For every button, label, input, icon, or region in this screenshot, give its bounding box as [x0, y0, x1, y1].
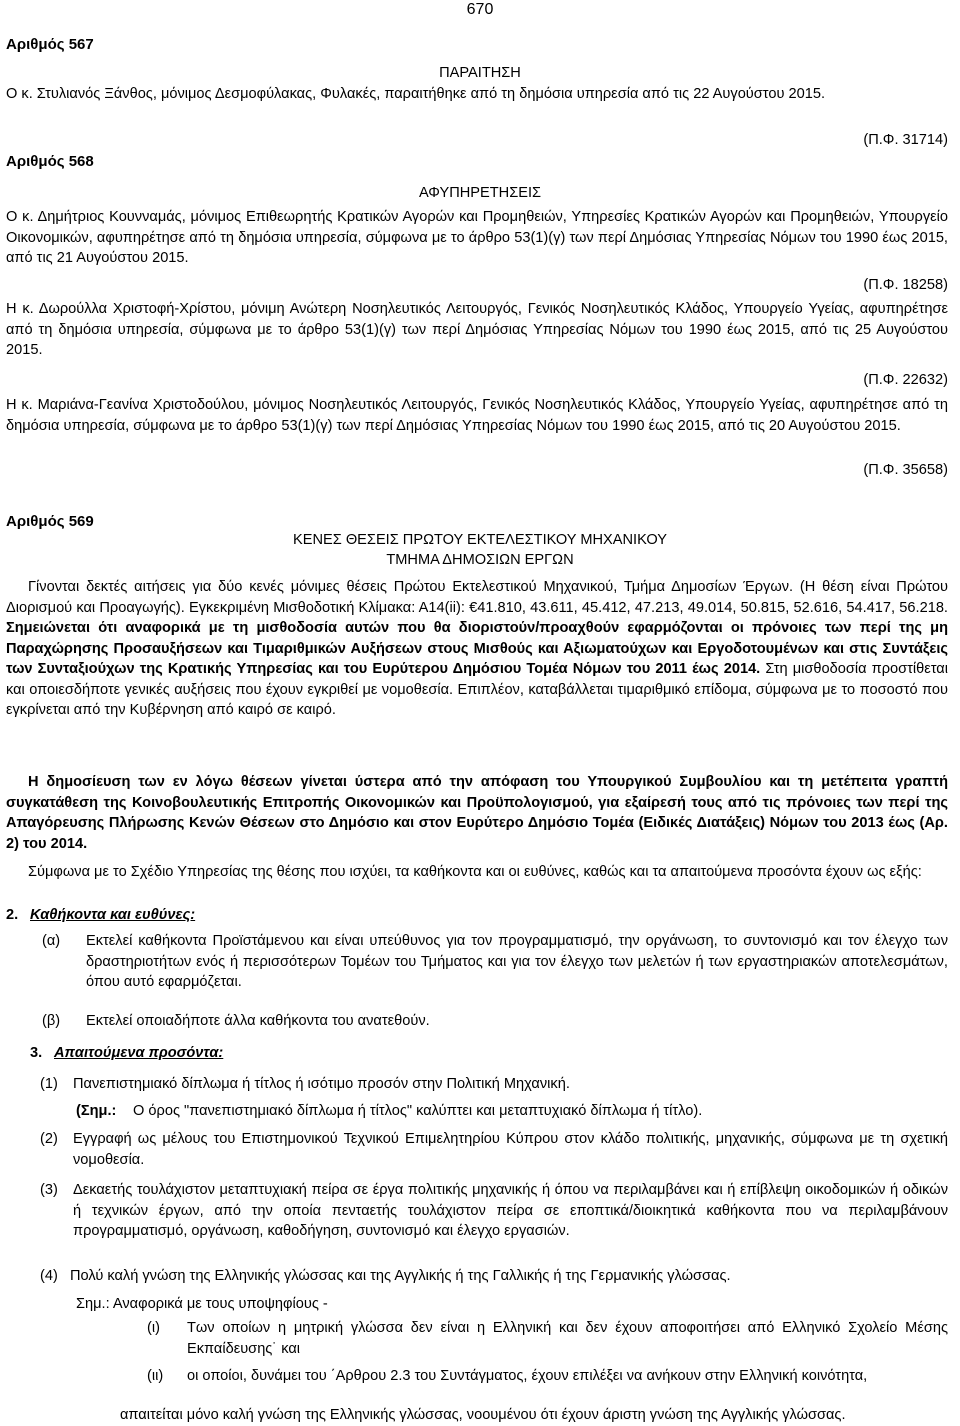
note-1-text: Ο όρος "πανεπιστημιακό δίπλωμα ή τίτλος" καλύπτει και μεταπτυχιακό δίπλωμα ή τίτλο). — [133, 1103, 703, 1119]
sub-item-1-text: Των οποίων η μητρική γλώσσα δεν είναι η Ελληνική και δεν έχουν αποφοιτήσει από Ελληνικό Σχολείο Μέσης Εκπαίδευσης˙ και — [187, 1320, 948, 1357]
sub-item-2-label: (ιι) — [147, 1368, 164, 1384]
notice-569-paragraph-3: Σύμφωνα με το Σχέδιο Υπηρεσίας της θέσης που ισχύει, τα καθήκοντα και οι ευθύνες, καθώς και τα απαιτούμενα προσόντα έχουν ως εξής: — [28, 864, 922, 880]
notice-569-paragraph-1 — [6, 577, 948, 721]
salary-note-bold: Σημειώνεται ότι αναφορικά με τη μισθοδοσία αυτών που θα διοριστούν/προαχθούν εφαρμόζονται οι πρόνοιες των περί της μη Παραχώρησης Προσαυξήσεων και Τιμαριθμικών Αυξήσεων στους Μισθούς και Αξιωματούχων και Εργοδοτουμένων και στις Συντάξεις των Συνταξιούχων της Κρατικής Υπηρεσίας και του Ευρύτερου Δημόσιου Τομέα Νόμων του 2011 έως 2014. — [6, 620, 948, 677]
notice-567-text: Ο κ. Στυλιανός Ξάνθος, μόνιμος Δεσμοφύλακας, Φυλακές, παραιτήθηκε από τη δημόσια υπηρεσία από τις 22 Αυγούστου 2015. — [6, 86, 826, 102]
qualification-4-text: Πολύ καλή γνώση της Ελληνικής γλώσσας και της Αγγλικής ή της Γαλλικής ή της Γερμανικής γλώσσας. — [70, 1268, 731, 1284]
section-3-title: Απαιτούμενα προσόντα: — [54, 1045, 224, 1061]
notice-568-ref-1: (Π.Φ. 18258) — [863, 277, 948, 293]
duty-b-label: (β) — [42, 1013, 61, 1029]
notice-568-number: Αριθμός 568 — [6, 153, 94, 170]
notice-569-heading-1: ΚΕΝΕΣ ΘΕΣΕΙΣ ΠΡΩΤΟΥ ΕΚΤΕΛΕΣΤΙΚΟΥ ΜΗΧΑΝΙΚΟΥ — [293, 532, 667, 548]
sub-item-2-text: οι οποίοι, δυνάμει του ΄Αρθρου 2.3 του Συντάγματος, έχουν επιλέξει να ανήκουν στην Ελληνική κοινότητα, — [187, 1368, 868, 1384]
notice-567-number: Αριθμός 567 — [6, 36, 94, 53]
notice-568-paragraph-1: Ο κ. Δημήτριος Κουνναμάς, μόνιμος Επιθεωρητής Κρατικών Αγορών και Προμηθειών, Υπηρεσίες Κρατικών Αγορών και Προμηθειών, Υπουργείο Οικονομικών, αφυπηρέτησε από τη δημόσια υπηρεσία, σύμφωνα με το άρθρο 53(1)(γ) των περί Δημόσιας Υπηρεσίας Νόμων του 1990 έως 2015, από τις 21 Αυγούστου 2015. — [6, 209, 948, 266]
qualification-1-label: (1) — [40, 1076, 58, 1092]
salary-scale-text: Γίνονται δεκτές αιτήσεις για δύο κενές μόνιμες θέσεις Πρώτου Εκτελεστικού Μηχανικού, Τμήμα Δημοσίων Έργων. (Η θέση είναι Πρώτου Διορισμού και Προαγωγής). Εγκεκριμένη Μισθοδοτική Κλίμακα: Α14(ii): €41.810, 43.611, 45.412, 47.213, 49.014, 50.815, 52.616, 54.417, 56.218. — [6, 579, 948, 616]
qualification-2-label: (2) — [40, 1131, 58, 1147]
note-1-label: (Σημ.: — [76, 1103, 117, 1119]
notice-568-ref-2: (Π.Φ. 22632) — [863, 372, 948, 388]
qualification-1-text: Πανεπιστημιακό δίπλωμα ή τίτλος ή ισότιμο προσόν στην Πολιτική Μηχανική. — [73, 1076, 570, 1092]
notice-568-heading: ΑΦΥΠΗΡΕΤΗΣΕΙΣ — [418, 185, 542, 201]
duty-b-text: Εκτελεί οποιαδήποτε άλλα καθήκοντα του ανατεθούν. — [86, 1013, 430, 1029]
notice-568-paragraph-2: Η κ. Δωρούλλα Χριστοφή-Χρίστου, μόνιμη Ανώτερη Νοσηλευτικός Λειτουργός, Γενικός Νοσηλευτικός Κλάδος, Υπουργείο Υγείας, αφυπηρέτησε από τη δημόσια υπηρεσία, σύμφωνα με το άρθρο 53(1)(γ) των περί Δημόσιας Υπηρεσίας Νόμων του 1990 έως 2015, από τις 25 Αυγούστου 2015. — [6, 301, 948, 358]
qualification-2-text: Εγγραφή ως μέλους του Επιστημονικού Τεχνικού Επιμελητηρίου Κύπρου στον κλάδο πολιτικής, μηχανικής, σύμφωνα με τη σχετική νομοθεσία. — [73, 1131, 948, 1168]
section-2-title: Καθήκοντα και ευθύνες: — [30, 907, 196, 923]
sub-item-1-label: (ι) — [147, 1320, 160, 1336]
notice-569-number: Αριθμός 569 — [6, 513, 94, 530]
section-2-number: 2. — [6, 907, 19, 923]
allowance-text: Στη μισθοδοσία προστίθεται και οποιεσδήποτε γενικές αυξήσεις που έχουν εγκριθεί με νομοθεσία. Επιπλέον, καταβάλλεται τιμαριθμικό επίδομα, σύμφωνα με το ποσοστό που εγκρίνεται από την Κυβέρνηση από καιρό σε καιρό. — [6, 661, 948, 718]
duty-a-label: (α) — [42, 933, 61, 949]
notice-567-ref: (Π.Φ. 31714) — [863, 132, 948, 148]
notice-569-heading-2: ΤΜΗΜΑ ΔΗΜΟΣΙΩΝ ΕΡΓΩΝ — [386, 552, 574, 568]
closing-text: απαιτείται μόνο καλή γνώση της Ελληνικής γλώσσας, νοουμένου ότι έχουν άριστη γνώση της Αγγλικής γλώσσας. — [120, 1407, 846, 1423]
notice-567-heading: ΠΑΡΑΙΤΗΣΗ — [439, 65, 521, 81]
qualification-3-label: (3) — [40, 1182, 58, 1198]
page-number: 670 — [466, 1, 494, 18]
qualification-3-text: Δεκαετής τουλάχιστον μεταπτυχιακή πείρα σε έργα πολιτικής μηχανικής ή όπου να περιλαμβάνει και ή επίβλεψη οικοδομικών ή οδικών ή τεχνικών έργων, από την οποία πενταετής τουλάχιστον πείρα σε εποπτικά/διοικητικά καθήκοντα που να περιλαμβάνουν προγραμματισμό, οργάνωση, καθοδήγηση, συντονισμό και έλεγχο εργασιών. — [73, 1182, 948, 1239]
qualification-4-label: (4) — [40, 1268, 58, 1284]
notice-569-paragraph-2: Η δημοσίευση των εν λόγω θέσεων γίνεται ύστερα από την απόφαση του Υπουργικού Συμβουλίου και τη μετέπειτα γραπτή συγκατάθεση της Κοινοβουλευτικής Επιτροπής Οικονομικών και Προϋπολογισμού, για εξαίρεσή τους από τις πρόνοιες των περί της Απαγόρευσης Πλήρωσης Κενών Θέσεων στο Δημόσιο και στον Ευρύτερο Δημόσιο Τομέα (Ειδικές Διατάξεις) Νόμων του 2013 έως (Αρ. 2) του 2014. — [6, 774, 948, 852]
note-2-text: Σημ.: Αναφορικά με τους υποψηφίους - — [76, 1296, 328, 1312]
duty-a-text: Εκτελεί καθήκοντα Προϊστάμενου και είναι υπεύθυνος για τον προγραμματισμό, την οργάνωση, το συντονισμό και τον έλεγχο των δραστηριοτήτων ενός ή περισσότερων Τομέων του Τμήματος και για τον έλεγχο των μελετών ή των εργαστηριακών αποτελεσμάτων, όπου αυτό εφαρμόζεται. — [86, 933, 948, 990]
notice-568-paragraph-3: Η κ. Μαριάνα-Γεανίνα Χριστοδούλου, μόνιμος Νοσηλευτικός Λειτουργός, Γενικός Νοσηλευτικός Κλάδος, Υπουργείο Υγείας, αφυπηρέτησε από τη δημόσια υπηρεσία, σύμφωνα με το άρθρο 53(1)(γ) των περί Δημόσιας Υπηρεσίας Νόμων του 1990 έως 2015, από τις 20 Αυγούστου 2015. — [6, 397, 948, 434]
section-3-number: 3. — [30, 1045, 43, 1061]
notice-568-ref-3: (Π.Φ. 35658) — [863, 462, 948, 478]
